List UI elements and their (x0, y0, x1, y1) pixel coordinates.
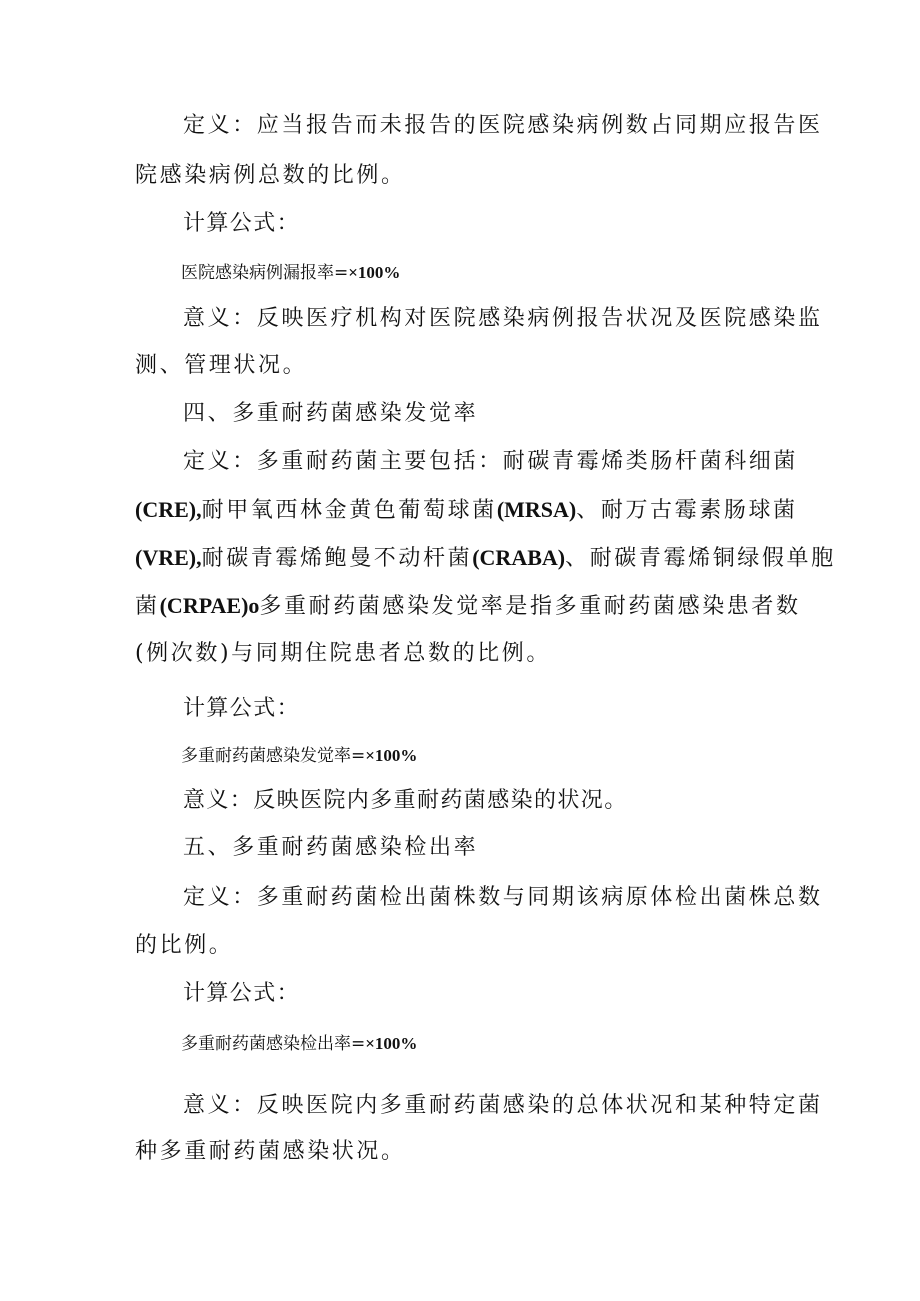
formula-text: 多重耐药菌感染发觉率= (181, 746, 366, 766)
definition-line-1: 定义：多重耐药菌主要包括：耐碳青霉烯类肠杆菌科细菌 (183, 449, 799, 474)
abbrev-vre: (VRE), (135, 545, 202, 570)
abbrev-mrsa: (MRSA) (496, 497, 577, 522)
formula-text: 医院感染病例漏报率= (181, 263, 349, 283)
formula-leakage-rate (181, 260, 400, 286)
formula-text: 多重耐药菌感染检出率= (181, 1034, 366, 1054)
definition-line-2: 院感染病例总数的比例。 (135, 163, 406, 188)
definition-line-2: 的比例。 (135, 933, 234, 958)
formula-mdro-detection-rate (181, 1031, 417, 1057)
formula-suffix: ×100% (365, 746, 418, 765)
meaning-line-1: 意义：反映医院内多重耐药菌感染的总体状况和某种特定菌 (183, 1093, 823, 1118)
text-segment: 多重耐药菌感染发觉率是指多重耐药菌感染患者数 (259, 594, 801, 619)
meaning-line-1: 意义：反映医疗机构对医院感染病例报告状况及医院感染监 (183, 306, 823, 331)
meaning-line-2: 测、管理状况。 (135, 353, 308, 378)
text-segment: 、耐万古霉素肠球菌 (576, 498, 798, 523)
section-heading-4: 四、多重耐药菌感染发觉率 (183, 401, 479, 426)
definition-line-2 (135, 495, 798, 526)
definition-line-4 (135, 591, 801, 622)
formula-suffix: ×100% (348, 263, 401, 282)
abbrev-craba: (CRABA) (472, 545, 566, 570)
text-segment: 、耐碳青霉烯铜绿假单胞 (565, 546, 836, 571)
meaning-line: 意义：反映医院内多重耐药菌感染的状况。 (183, 788, 628, 813)
formula-heading: 计算公式： (183, 696, 301, 721)
abbrev-crpae: (CRPAE)o (159, 593, 260, 618)
text-segment: 菌 (135, 594, 160, 619)
formula-mdro-infection-rate (181, 743, 417, 769)
formula-heading: 计算公式： (183, 211, 301, 236)
section-heading-5: 五、多重耐药菌感染检出率 (183, 835, 479, 860)
text-segment: 耐甲氧西林金黄色葡萄球菌 (201, 498, 497, 523)
definition-line-3 (135, 543, 836, 574)
formula-heading: 计算公式： (183, 981, 301, 1006)
abbrev-cre: (CRE), (135, 497, 202, 522)
meaning-line-2: 种多重耐药菌感染状况。 (135, 1139, 406, 1164)
definition-line-1: 定义：应当报告而未报告的医院感染病例数占同期应报告医 (183, 113, 823, 138)
definition-line-5: (例次数)与同期住院患者总数的比例。 (135, 641, 551, 666)
text-segment: 耐碳青霉烯鲍曼不动杆菌 (201, 546, 473, 571)
formula-suffix: ×100% (365, 1034, 418, 1053)
definition-line-1: 定义：多重耐药菌检出菌株数与同期该病原体检出菌株总数 (183, 885, 823, 910)
